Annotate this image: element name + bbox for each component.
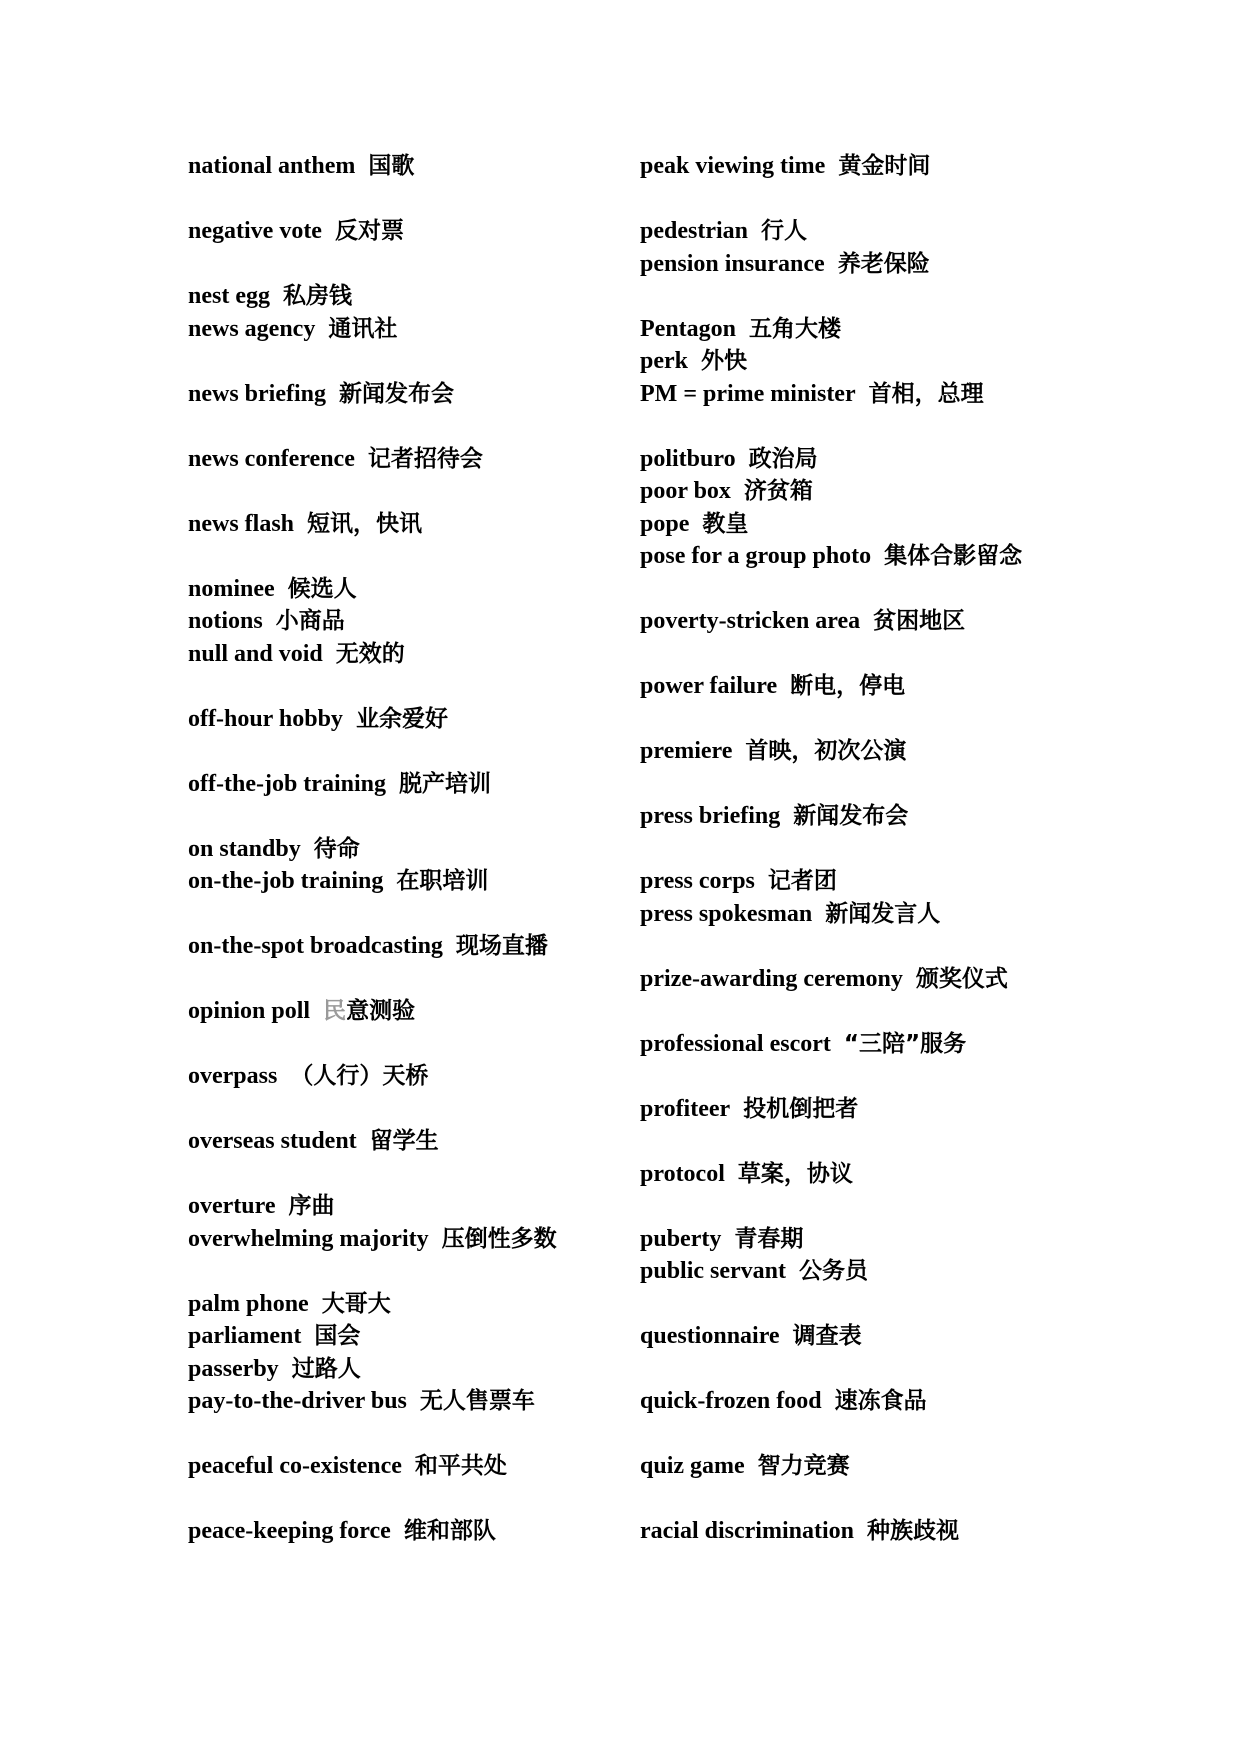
translation-text: 投机倒把者 [743,1095,859,1122]
vocab-entry [640,1450,1100,1483]
vocab-term: perk [640,348,688,374]
translation-text: 小商品 [275,608,345,634]
vocab-term: politburo [640,445,736,472]
translation-text: 草案，协议 [737,1160,853,1187]
vocab-term: overwhelming majority [188,1225,429,1252]
vocab-term: overseas student [188,1128,357,1154]
vocab-entry [188,1353,628,1386]
vocab-translation [761,218,807,244]
translation-text: 新闻发布会 [339,380,454,407]
translation-text: 新闻发布会 [793,803,909,829]
vocab-translation [743,1096,858,1122]
vocab-entry [188,833,628,866]
vocab-entry [640,963,1100,996]
translation-text: 反对票 [334,218,404,244]
vocab-entry [188,605,628,638]
vocab-translation [396,868,488,894]
vocab-entry [640,345,1100,378]
vocab-entry [188,703,628,736]
translation-text: 青春期 [734,1225,804,1252]
translation-text: 过路人 [291,1355,361,1382]
vocab-term: overpass [188,1063,278,1089]
vocab-entry [640,865,1100,898]
vocab-term: profiteer [640,1095,731,1122]
translation-text: 私房钱 [282,283,352,309]
vocab-translation [838,153,930,179]
vocab-translation [314,836,360,862]
translation-text: 行人 [761,218,807,244]
vocab-translation [420,1388,535,1414]
vocab-term: press spokesman [640,900,813,927]
translation-text: 外快 [701,348,747,374]
vocab-entry [188,150,628,183]
vocab-term: professional escort [640,1030,831,1057]
vocab-entry [188,1320,628,1353]
translation-text: 国歌 [368,153,415,179]
vocab-entry [640,508,1100,541]
vocab-term: news briefing [188,380,326,407]
translation-text: 政治局 [748,445,818,472]
vocab-entry [188,443,628,476]
translation-text: 通讯社 [328,315,398,342]
vocab-entry [640,475,1100,508]
vocab-entry [188,1190,628,1223]
vocab-term: notions [188,608,263,634]
vocab-translation [322,1291,391,1317]
vocab-entry [640,1515,1100,1548]
translation-text: 贫困地区 [873,608,966,634]
vocab-translation [749,446,818,472]
vocab-translation [335,218,404,244]
vocab-translation [283,283,352,309]
translation-text: 待命 [313,835,360,862]
vocab-term: prize-awarding ceremony [640,965,903,992]
vocab-term: on standby [188,835,301,862]
vocab-translation [276,608,345,634]
vocab-entry [640,248,1100,281]
translation-text: 压倒性多数 [441,1225,557,1252]
vocab-term: power failure [640,673,778,699]
vocab-term: nest egg [188,283,270,309]
vocab-translation [399,771,491,797]
vocab-entry [188,1223,628,1256]
vocab-entry [188,1288,628,1321]
vocab-entry [640,1255,1100,1288]
vocab-term: pose for a group photo [640,543,872,569]
vocab-term: passerby [188,1355,279,1382]
vocab-translation [873,608,965,634]
vocab-term: peace-keeping force [188,1518,391,1544]
translation-text: 养老保险 [837,250,930,277]
vocab-entry [640,1028,1100,1061]
vocab-translation [884,543,1022,569]
translation-text: 国会 [314,1323,361,1349]
translation-text: 速冻食品 [834,1388,927,1414]
translation-text: 在职培训 [396,868,489,894]
vocab-translation [370,1128,439,1154]
vocab-term: negative vote [188,218,322,244]
vocab-term: nominee [188,575,275,602]
translation-text: 无效的 [335,640,405,667]
vocab-translation [307,511,422,537]
vocab-term: news conference [188,445,355,472]
vocab-entry [640,735,1100,768]
vocab-translation [835,1388,927,1414]
translation-text: 业余爱好 [355,705,448,732]
vocab-translation [288,576,357,602]
vocab-translation [749,316,841,342]
vocab-term: quiz game [640,1453,745,1479]
vocab-translation [339,381,454,407]
vocab-term: news flash [188,510,295,537]
vocab-term: on-the-spot broadcasting [188,933,443,959]
vocab-entry [188,995,628,1028]
vocab-translation [314,1323,360,1349]
vocab-entry [640,1320,1100,1353]
vocab-entry [188,313,628,346]
translation-text: “三陪”服务 [843,1030,967,1057]
vocab-translation [793,803,908,829]
translation-text: 大哥大 [321,1290,391,1317]
translation-text: 公务员 [799,1258,869,1284]
vocab-term: poor box [640,478,731,504]
translation-text: 无人售票车 [419,1388,535,1414]
vocab-translation [442,1226,557,1252]
vocab-translation [799,1258,868,1284]
translation-text: 教皇 [702,510,749,537]
translation-text: 种族歧视 [866,1518,959,1544]
vocab-entry [640,898,1100,931]
translation-text: 首映，初次公演 [745,738,907,764]
vocab-translation [356,706,448,732]
vocab-entry [640,800,1100,833]
left-column [188,150,628,1548]
vocab-translation [744,478,813,504]
vocab-term: racial discrimination [640,1518,854,1544]
vocab-term: pope [640,510,690,537]
vocab-translation [368,446,483,472]
vocab-translation [738,1161,853,1187]
vocab-translation [758,1453,850,1479]
vocab-translation [404,1518,496,1544]
vocab-translation [415,1453,507,1479]
vocab-translation [336,641,405,667]
vocab-term: peak viewing time [640,153,826,179]
vocab-entry [188,215,628,248]
vocab-translation [323,998,415,1024]
vocab-entry [188,280,628,313]
vocab-translation [916,966,1008,992]
vocab-term: news agency [188,315,316,342]
vocab-term: quick-frozen food [640,1388,822,1414]
vocab-translation [793,1323,862,1349]
vocab-entry [640,1223,1100,1256]
vocab-translation [290,1063,428,1089]
vocab-translation [368,153,414,179]
vocab-entry [188,930,628,963]
vocab-term: peaceful co-existence [188,1453,402,1479]
right-column [640,150,1100,1548]
translation-text: 智力竞赛 [757,1453,850,1479]
vocab-term: protocol [640,1160,725,1187]
vocab-term: press briefing [640,803,781,829]
vocab-translation [702,511,748,537]
vocab-entry [640,443,1100,476]
translation-text: 维和部队 [403,1518,496,1544]
vocab-translation [289,1193,335,1219]
vocab-translation [844,1031,966,1057]
vocab-term: null and void [188,640,323,667]
vocab-term: opinion poll [188,998,311,1024]
vocab-term: press corps [640,868,755,894]
vocab-translation [867,1518,959,1544]
vocab-term: off-the-job training [188,770,386,797]
vocab-term: PM = prime minister [640,380,856,407]
translation-text: 序曲 [288,1193,335,1219]
translation-text: 和平共处 [414,1453,507,1479]
vocab-translation [456,933,548,959]
translation-text: 脱产培训 [398,770,491,797]
vocab-entry [640,1093,1100,1126]
vocab-term: overture [188,1193,276,1219]
vocab-term: puberty [640,1225,722,1252]
vocab-entry [188,573,628,606]
translation-text: 现场直播 [455,933,548,959]
vocab-translation [790,673,905,699]
translation-text: 济贫箱 [743,478,813,504]
vocab-entry [640,605,1100,638]
vocab-translation [734,1226,803,1252]
vocab-translation [825,901,940,927]
translation-text: （人行）天桥 [290,1063,429,1089]
vocab-term: poverty-stricken area [640,608,861,634]
vocab-term: public servant [640,1258,787,1284]
vocab-entry [640,215,1100,248]
vocab-translation [838,251,930,277]
vocab-entry [188,1385,628,1418]
vocab-term: palm phone [188,1290,309,1317]
vocab-entry [188,378,628,411]
vocab-translation [869,381,984,407]
translation-text: 留学生 [369,1128,439,1154]
vocab-translation [768,868,837,894]
translation-text: 集体合影留念 [884,543,1023,569]
vocab-entry [188,1125,628,1158]
vocab-entry [188,768,628,801]
vocab-translation [745,738,906,764]
vocab-term: off-hour hobby [188,705,343,732]
translation-text: 意测验 [346,998,416,1024]
vocab-translation [328,316,397,342]
translation-text: 候选人 [287,575,357,602]
vocab-entry [640,378,1100,411]
vocab-entry [188,1060,628,1093]
vocab-term: on-the-job training [188,868,384,894]
vocab-entry [188,1515,628,1548]
vocab-translation [292,1356,361,1382]
translation-text: 短讯，快讯 [307,510,423,537]
vocab-entry [640,313,1100,346]
vocab-entry [188,865,628,898]
translation-text: 五角大楼 [749,315,841,342]
vocab-term: Pentagon [640,315,736,342]
translation-text: 记者招待会 [367,445,483,472]
translation-text: 记者团 [767,868,837,894]
vocab-entry [640,670,1100,703]
vocab-term: questionnaire [640,1323,780,1349]
vocab-term: pedestrian [640,218,748,244]
vocab-term: premiere [640,738,733,764]
translation-text: 颁奖仪式 [915,965,1008,992]
vocab-term: parliament [188,1323,302,1349]
vocab-translation [701,348,747,374]
vocab-entry [640,150,1100,183]
translation-faded-char: 民 [323,998,347,1024]
translation-text: 首相，总理 [868,380,984,407]
translation-text: 黄金时间 [838,153,931,179]
vocab-entry [640,1158,1100,1191]
translation-text: 断电，停电 [790,673,906,699]
vocab-term: pension insurance [640,250,825,277]
vocab-entry [188,638,628,671]
vocab-entry [188,1450,628,1483]
vocab-term: national anthem [188,153,356,179]
translation-text: 调查表 [792,1323,862,1349]
vocab-term: pay-to-the-driver bus [188,1388,407,1414]
vocab-entry [640,540,1100,573]
vocab-entry [640,1385,1100,1418]
translation-text: 新闻发言人 [825,900,941,927]
vocab-entry [188,508,628,541]
